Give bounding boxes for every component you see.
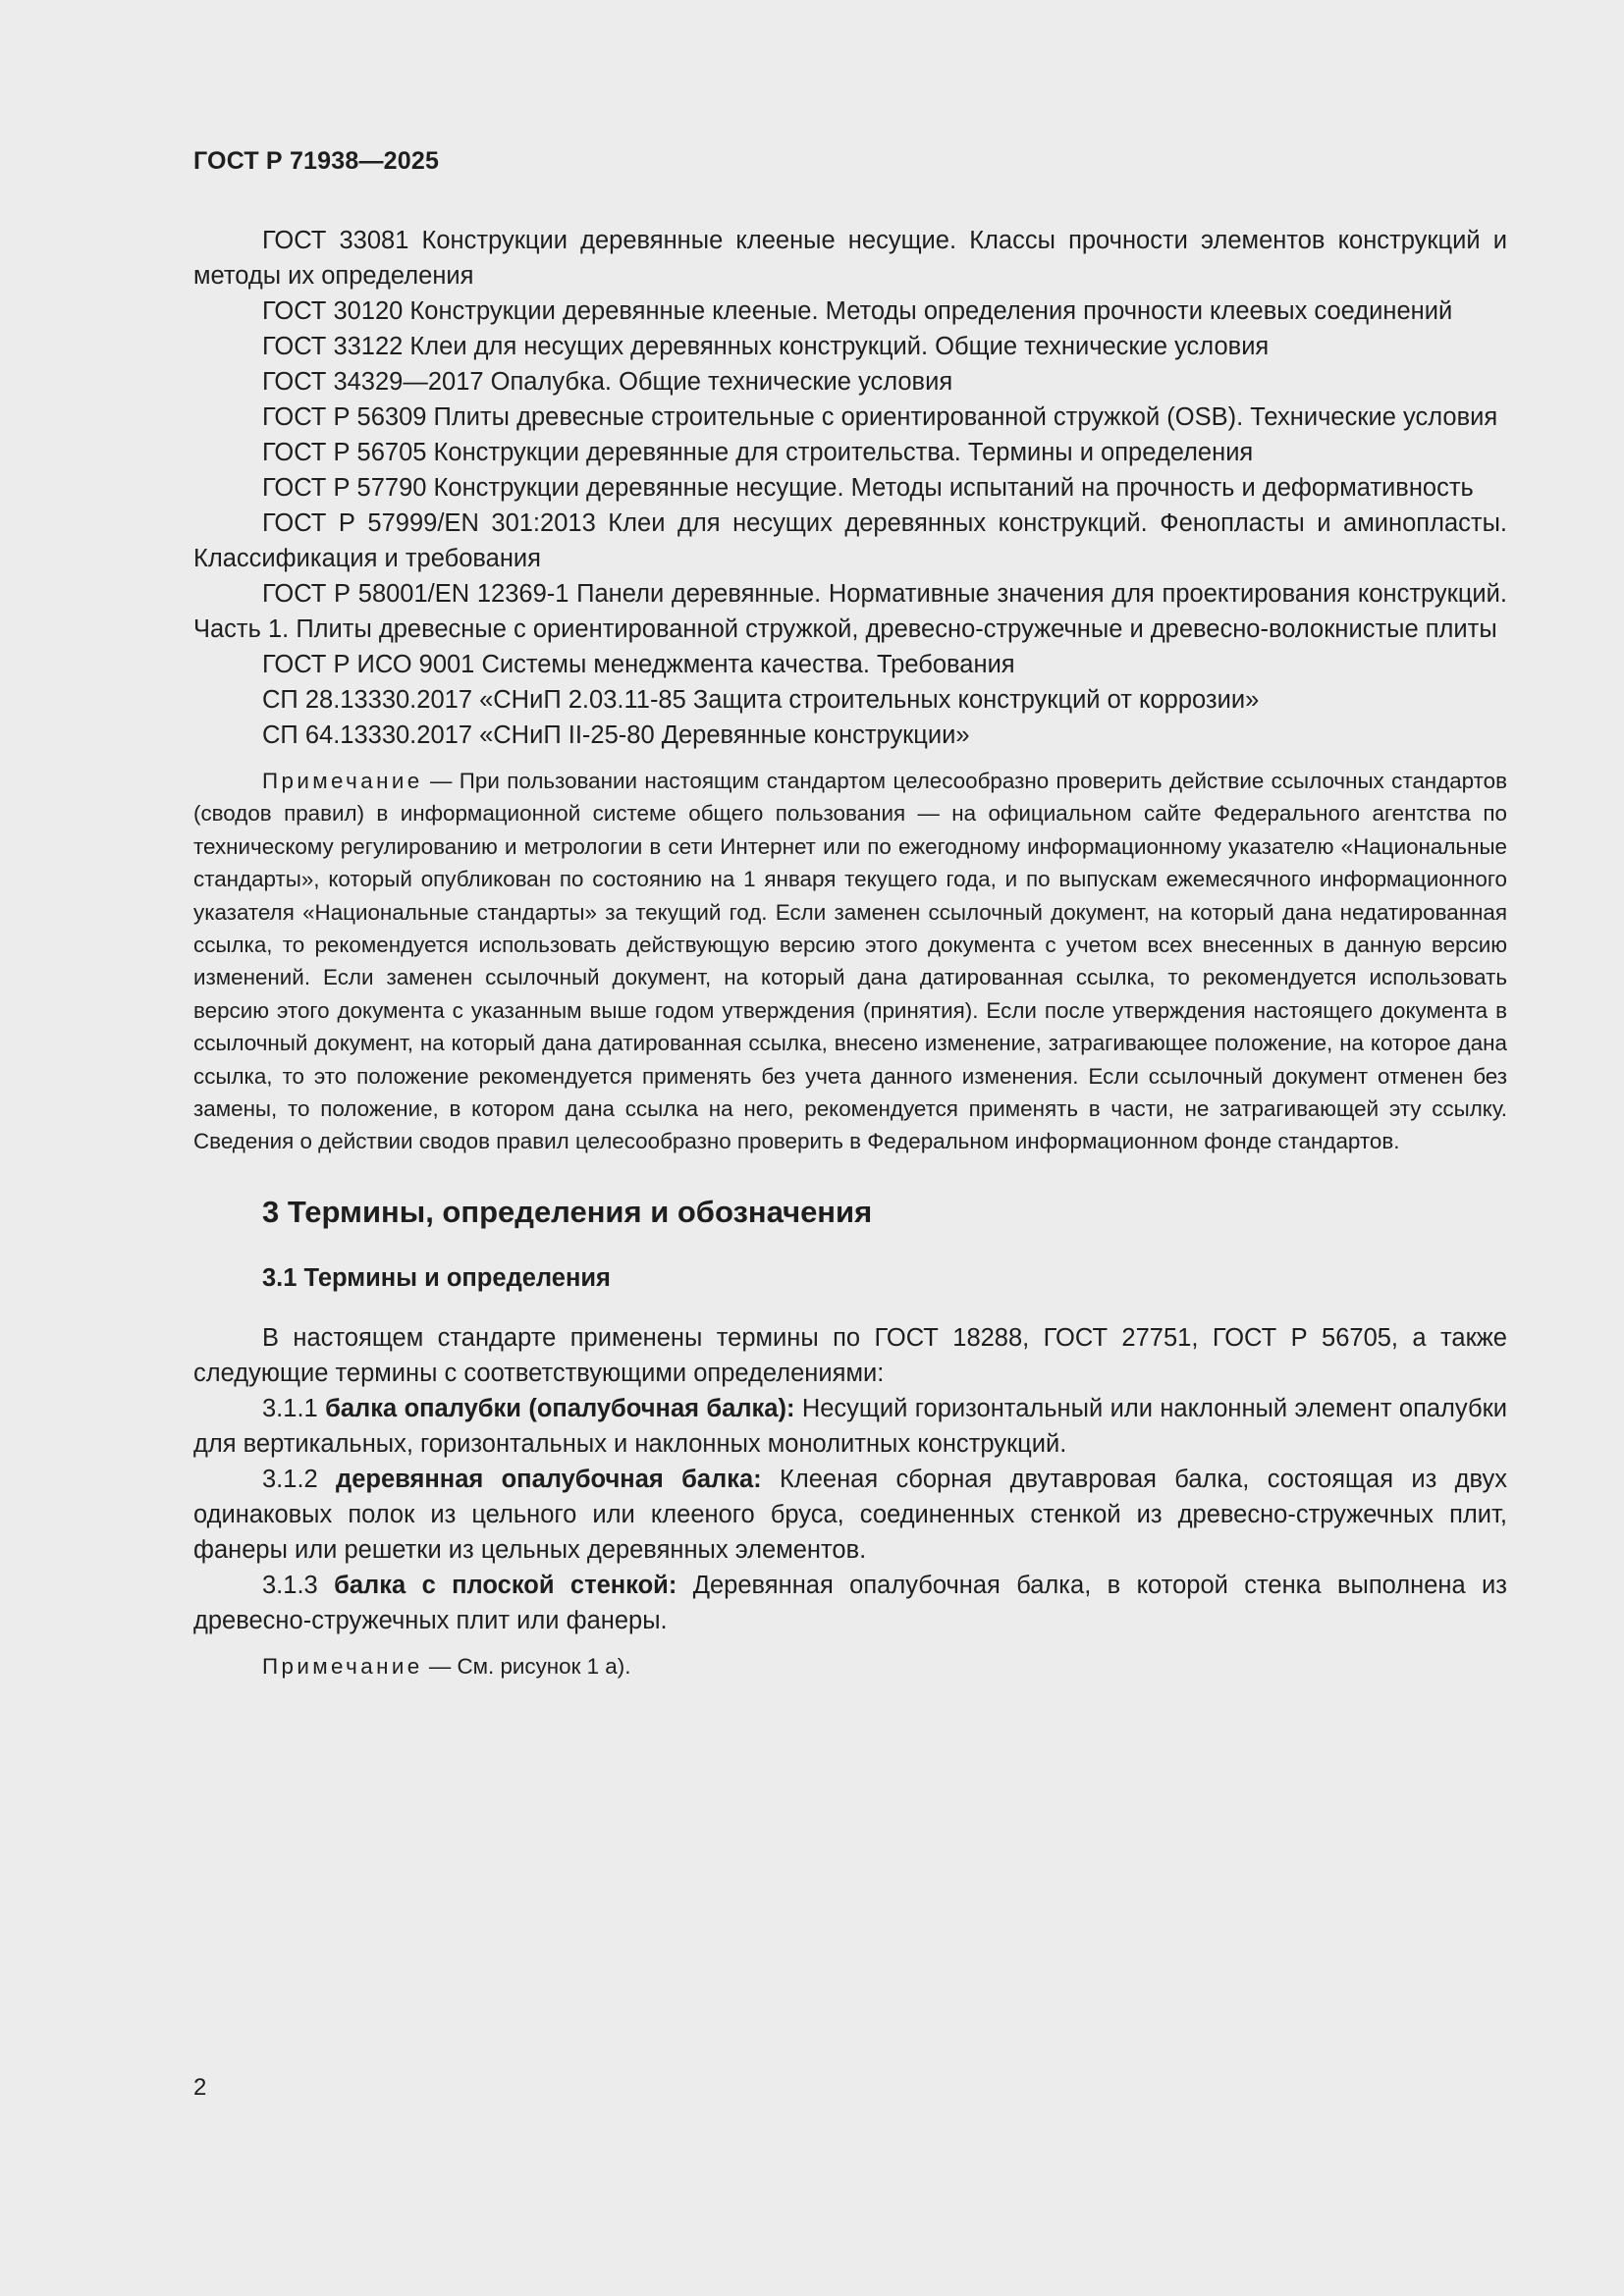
terms-intro: В настоящем стандарте применены термины по ГОСТ 18288, ГОСТ 27751, ГОСТ Р 56705, а также следующие термины с соответствующими определениями: [193, 1323, 1507, 1387]
term-item [193, 1568, 1507, 1638]
term-name: балка с плоской стенкой: [334, 1571, 677, 1599]
subsection-3-1-heading: 3.1 Термины и определения [262, 1263, 611, 1292]
section-3-heading: 3 Термины, определения и обозначения [262, 1194, 873, 1229]
reference-item: ГОСТ Р ИСО 9001 Системы менеджмента качества. Требования [262, 651, 1015, 678]
note-label: Примечание [262, 769, 423, 793]
reference-item: СП 28.13330.2017 «СНиП 2.03.11-85 Защита строительных конструкций от коррозии» [262, 686, 1260, 714]
reference-item: СП 64.13330.2017 «СНиП II-25-80 Деревянные конструкции» [262, 721, 970, 749]
reference-item: ГОСТ 33081 Конструкции деревянные клееные несущие. Классы прочности элементов конструкций и методы их определения [193, 227, 1507, 290]
note-text: — При пользовании настоящим стандартом целесообразно проверить действие ссылочных стандартов (сводов правил) в информационной системе общего пользования — на официальном сайте Федерального агентства по техническому регулированию и метрологии в сети Интернет или по ежегодному информационному указателю «Национальные стандарты», который опубликован по состоянию на 1 января текущего года, и по выпускам ежемесячного информационного указателя «Национальные стандарты» за текущий год. Если заменен ссылочный документ, на который дана недатированная ссылка, то рекомендуется использовать действующую версию этого документа с учетом всех внесенных в данную версию изменений. Если заменен ссылочный документ, на который дана датированная ссылка, то рекомендуется использовать версию этого документа с указанным выше годом утверждения (принятия). Если после утверждения настоящего документа в ссылочный документ, на который дана датированная ссылка, внесено изменение, затрагивающее положение, на которое дана ссылка, то это положение рекомендуется применять без учета данного изменения. Если ссылочный документ отменен без замены, то положение, в котором дана ссылка на него, рекомендуется применять в части, не затрагивающей эту ссылку. Сведения о действии сводов правил целесообразно проверить в Федеральном информационном фонде стандартов. [193, 769, 1507, 1154]
page-content [193, 223, 1507, 1682]
reference-item: ГОСТ Р 57999/EN 301:2013 Клеи для несущих деревянных конструкций. Фенопласты и аминопласты. Классификация и требования [193, 509, 1507, 572]
term-note [193, 1650, 1507, 1682]
term-item [193, 1391, 1507, 1462]
term-number: 3.1.1 [262, 1394, 326, 1422]
reference-item: ГОСТ 33122 Клеи для несущих деревянных конструкций. Общие технические условия [262, 333, 1270, 360]
term-note-text: — См. рисунок 1 а). [422, 1653, 631, 1679]
reference-item: ГОСТ 30120 Конструкции деревянные клееные. Методы определения прочности клеевых соединений [262, 297, 1453, 325]
reference-item: ГОСТ Р 56705 Конструкции деревянные для строительства. Термины и определения [262, 439, 1254, 466]
term-item [193, 1462, 1507, 1568]
document-code-header: ГОСТ Р 71938—2025 [193, 147, 440, 175]
reference-item: ГОСТ Р 58001/EN 12369-1 Панели деревянные. Нормативные значения для проектирования конструкций. Часть 1. Плиты древесные с ориентированной стружкой, древесно-стружечные и древесно-волокнистые плиты [193, 580, 1507, 643]
reference-item: ГОСТ Р 56309 Плиты древесные строительные с ориентированной стружкой (OSB). Технические условия [262, 403, 1498, 431]
term-number: 3.1.2 [262, 1465, 337, 1493]
reference-item: ГОСТ 34329—2017 Опалубка. Общие технические условия [262, 368, 953, 396]
term-definition: Несущий горизонтальный или наклонный элемент опалубки для вертикальных, горизонтальных и наклонных монолитных конструкций. [193, 1394, 1507, 1458]
term-number: 3.1.3 [262, 1571, 335, 1599]
term-name: балка опалубки (опалубочная балка): [325, 1394, 795, 1422]
references-note [193, 765, 1507, 1158]
normative-references-list [193, 223, 1507, 753]
term-name: деревянная опалубочная балка: [336, 1465, 762, 1493]
term-definition: Деревянная опалубочная балка, в которой стенка выполнена из древесно-стружечных плит или фанеры. [193, 1571, 1507, 1634]
page-number: 2 [193, 2074, 207, 2101]
term-note-label: Примечание [262, 1653, 423, 1679]
terms-list [193, 1320, 1507, 1638]
reference-item: ГОСТ Р 57790 Конструкции деревянные несущие. Методы испытаний на прочность и деформативность [262, 474, 1474, 502]
term-definition: Клееная сборная двутавровая балка, состоящая из двух одинаковых полок из цельного или клееного бруса, соединенных стенкой из древесно-стружечных плит, фанеры или решетки из цельных деревянных элементов. [193, 1465, 1507, 1564]
